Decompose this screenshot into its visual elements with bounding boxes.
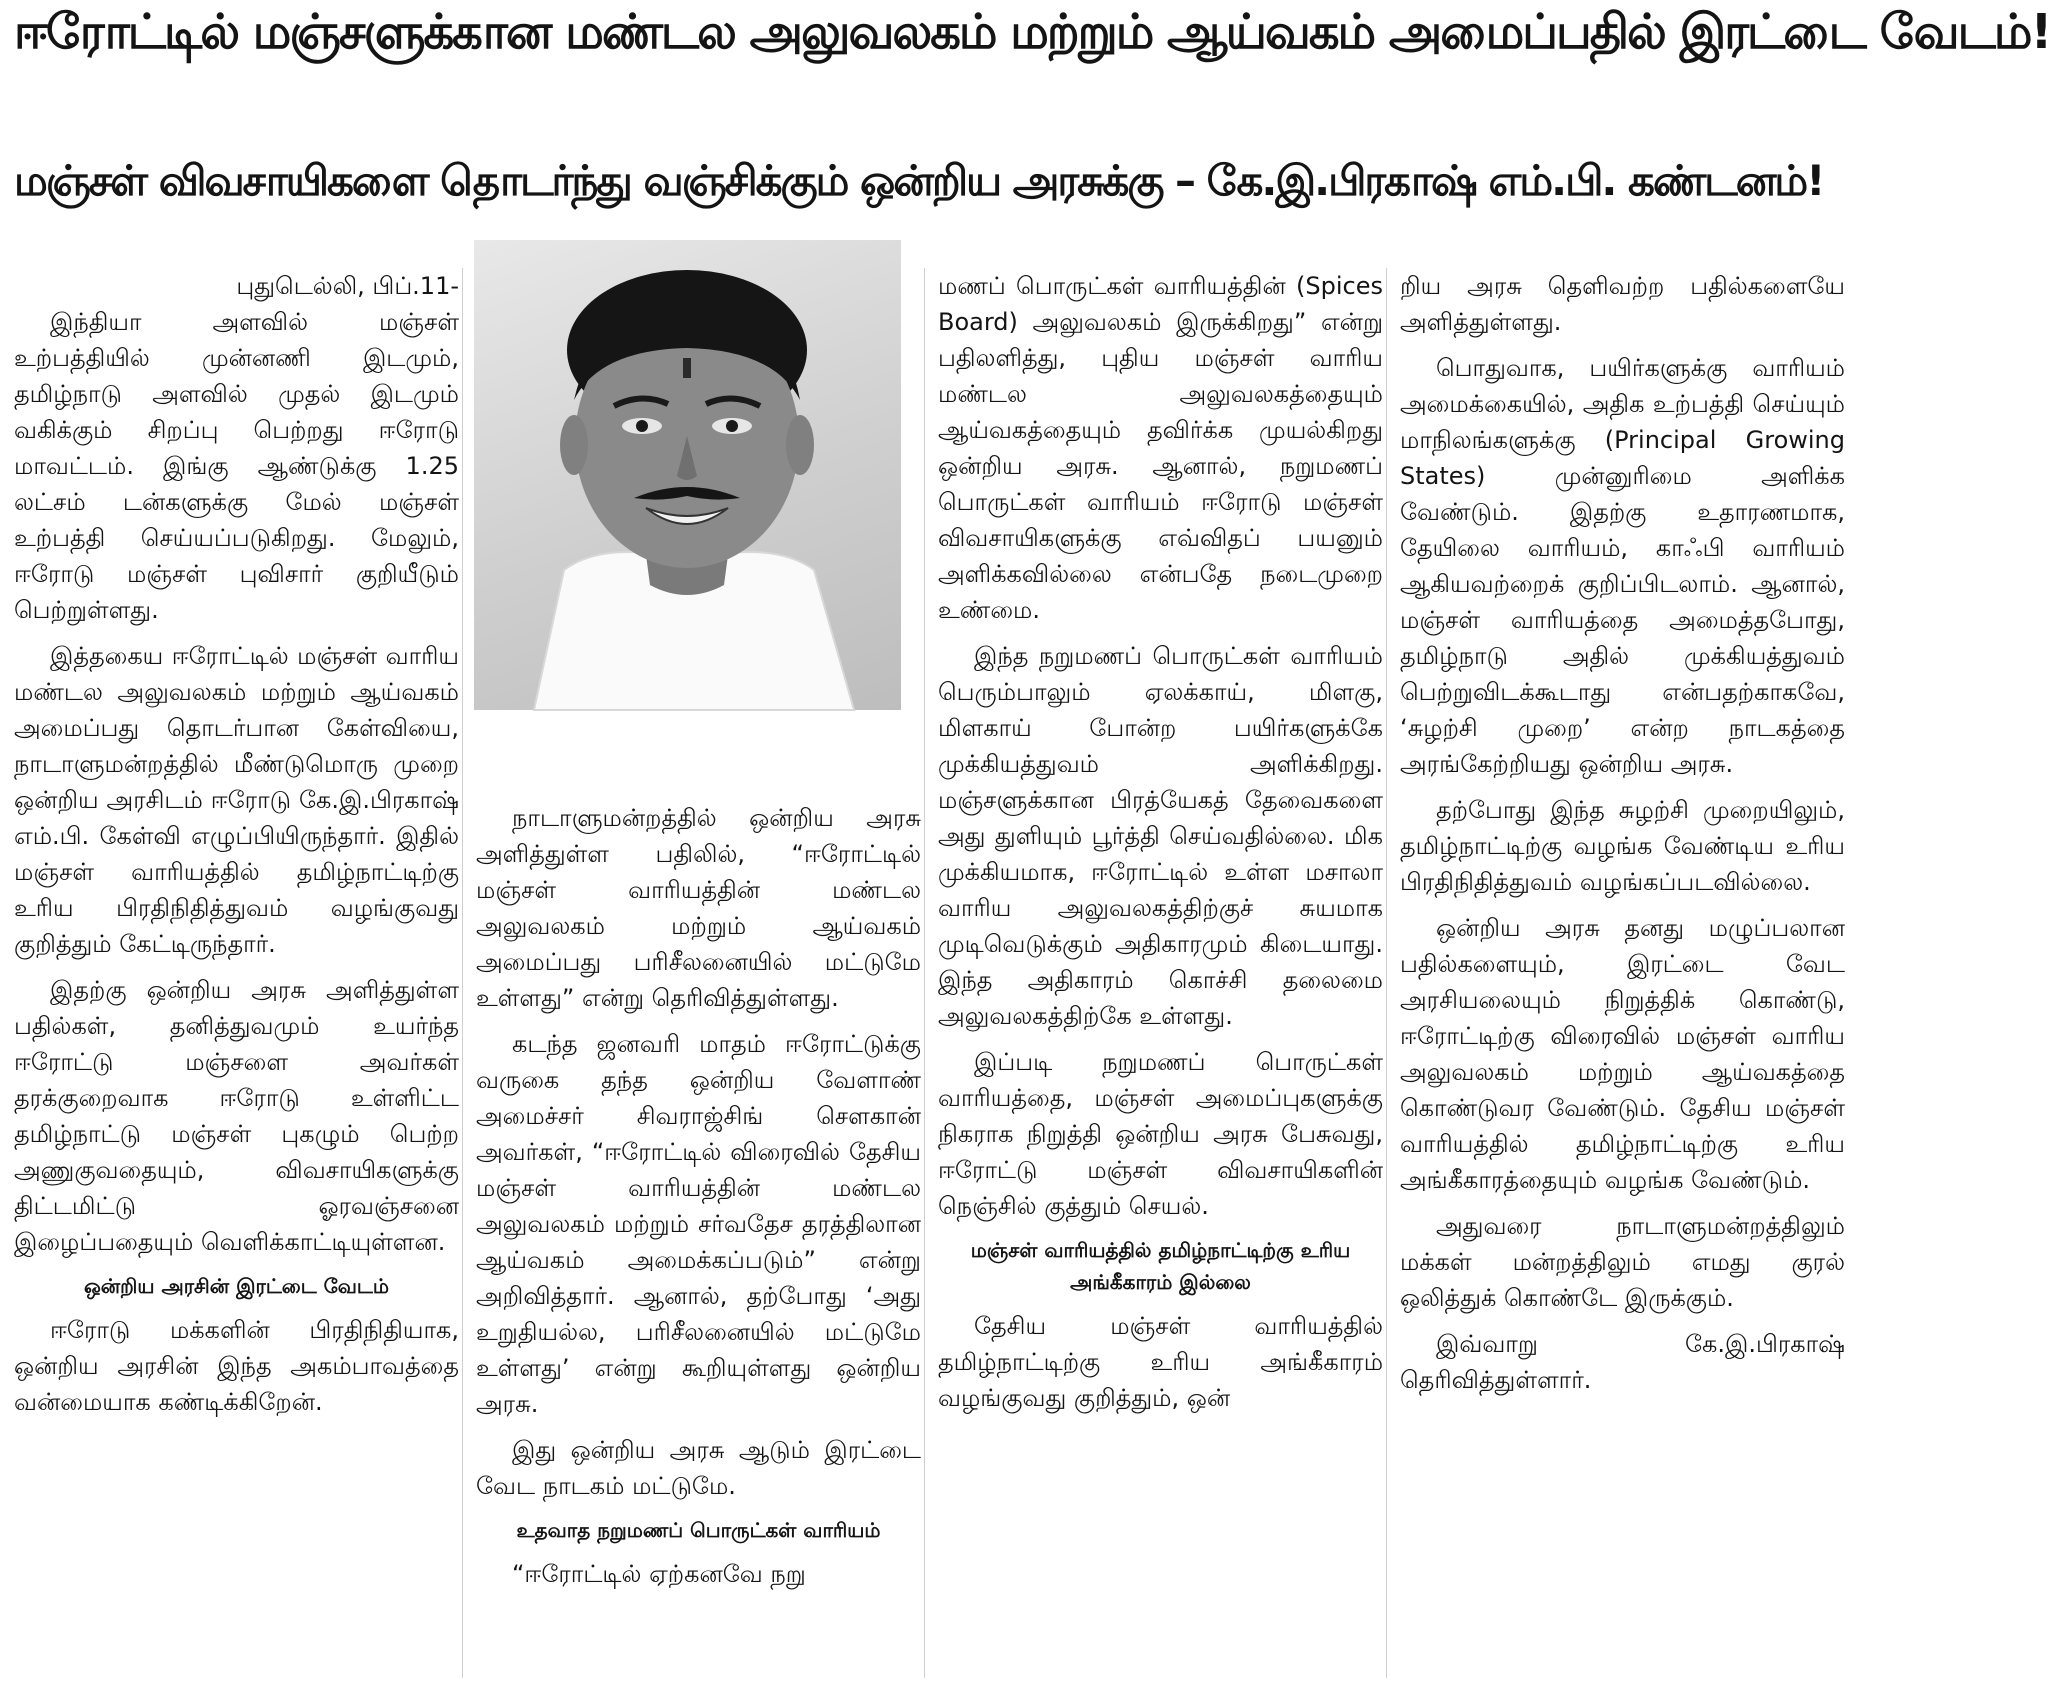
headline: ஈரோட்டில் மஞ்சளுக்கான மண்டல அலுவலகம் மற்றும் ஆய்வகம் அமைப்பதில் இரட்டை வேடம்!	[14, 4, 2050, 60]
article-paragraph: இந்தியா அளவில் மஞ்சள் உற்பத்தியில் முன்னணி இடமும், தமிழ்நாடு அளவில் முதல் இடமும் வகிக்கும் சிறப்பு பெற்றது ஈரோடு மாவட்டம். இங்கு ஆண்டுக்கு 1.25 லட்சம் டன்களுக்கு மேல் மஞ்சள் உற்பத்தி செய்யப்படுகிறது. மேலும், ஈரோடு மஞ்சள் புவிசார் குறியீடும் பெற்றுள்ளது.	[14, 308, 459, 624]
section-subtitle: உதவாத நறுமணப் பொருட்கள் வாரியம்	[516, 1518, 881, 1542]
article-paragraph: இந்த நறுமணப் பொருட்கள் வாரியம் பெரும்பாலும் ஏலக்காய், மிளகு, மிளகாய் போன்ற பயிர்களுக்கே முக்கியத்துவம் அளிக்கிறது. மஞ்சளுக்கான பிரத்யேகத் தேவைகளை அது துளியும் பூர்த்தி செய்வதில்லை. மிக முக்கியமாக, ஈரோட்டில் உள்ள மசாலா வாரிய அலுவலகத்திற்குச் சுயமாக முடிவெடுக்கும் அதிகாரமும் கிடையாது. இந்த அதிகாரம் கொச்சி தலைமை அலுவலகத்திற்கே உள்ளது.	[938, 642, 1383, 1030]
dateline: புதுடெல்லி, பிப்.11-	[236, 272, 459, 300]
column-divider	[462, 268, 463, 1678]
article-paragraph: ஒன்றிய அரசு தனது மழுப்பலான பதில்களையும், இரட்டை வேட அரசியலையும் நிறுத்திக் கொண்டு, ஈரோட்டிற்கு விரைவில் மஞ்சள் வாரிய அலுவலகம் மற்றும் ஆய்வகத்தை கொண்டுவர வேண்டும். தேசிய மஞ்சள் வாரியத்தில் தமிழ்நாட்டிற்கு உரிய அங்கீகாரத்தையும் வழங்க வேண்டும்.	[1400, 914, 1845, 1194]
article-paragraph: தற்போது இந்த சுழற்சி முறையிலும், தமிழ்நாட்டிற்கு வழங்க வேண்டிய உரிய பிரதிநிதித்துவம் வழங்கப்படவில்லை.	[1400, 796, 1845, 896]
article-paragraph: மணப் பொருட்கள் வாரியத்தின் (Spices Board) அலுவலகம் இருக்கிறது” என்று பதிலளித்து, புதிய மஞ்சள் வாரிய மண்டல அலுவலகத்தையும் ஆய்வகத்தையும் தவிர்க்க முயல்கிறது ஒன்றிய அரசு. ஆனால், நறுமணப் பொருட்கள் வாரியம் ஈரோடு மஞ்சள் விவசாயிகளுக்கு எவ்விதப் பயனும் அளிக்கவில்லை என்பதே நடைமுறை உண்மை.	[938, 272, 1383, 624]
section-subtitle: ஒன்றிய அரசின் இரட்டை வேடம்	[84, 1274, 389, 1298]
column-divider	[1386, 268, 1387, 1678]
section-subtitle: மஞ்சள் வாரியத்தில் தமிழ்நாட்டிற்கு உரிய அங்கீகாரம் இல்லை	[970, 1238, 1351, 1294]
article-paragraph: இது ஒன்றிய அரசு ஆடும் இரட்டை வேட நாடகம் மட்டுமே.	[476, 1436, 921, 1500]
column-3	[938, 268, 1383, 1686]
article-paragraph: றிய அரசு தெளிவற்ற பதில்களையே அளித்துள்ளது.	[1400, 272, 1845, 336]
article-paragraph: இதற்கு ஒன்றிய அரசு அளித்துள்ள பதில்கள், தனித்துவமும் உயர்ந்த ஈரோட்டு மஞ்சளை அவர்கள் தரக்குறைவாக ஈரோடு உள்ளிட்ட தமிழ்நாட்டு மஞ்சள் புகழும் பெற்ற அணுகுவதையும், விவசாயிகளுக்கு திட்டமிட்டு ஓரவஞ்சனை இழைப்பதையும் வெளிக்காட்டியுள்ளன.	[14, 976, 459, 1256]
subheadline: மஞ்சள் விவசாயிகளை தொடர்ந்து வஞ்சிக்கும் ஒன்றிய அரசுக்கு – கே.இ.பிரகாஷ் எம்.பி. கண்டனம்!	[14, 156, 1824, 205]
article-paragraph: இத்தகைய ஈரோட்டில் மஞ்சள் வாரிய மண்டல அலுவலகம் மற்றும் ஆய்வகம் அமைப்பது தொடர்பான கேள்வியை, நாடாளுமன்றத்தில் மீண்டுமொரு முறை ஒன்றிய அரசிடம் ஈரோடு கே.இ.பிரகாஷ் எம்.பி. கேள்வி எழுப்பியிருந்தார். இதில் மஞ்சள் வாரியத்தில் தமிழ்நாட்டிற்கு உரிய பிரதிநிதித்துவம் வழங்குவது குறித்தும் கேட்டிருந்தார்.	[14, 642, 459, 958]
article-paragraph: இவ்வாறு கே.இ.பிரகாஷ் தெரிவித்துள்ளார்.	[1400, 1330, 1845, 1394]
column-1	[14, 268, 459, 1686]
article-paragraph: தேசிய மஞ்சள் வாரியத்தில் தமிழ்நாட்டிற்கு உரிய அங்கீகாரம் வழங்குவது குறித்தும், ஒன்	[938, 1312, 1383, 1412]
article-paragraph: அதுவரை நாடாளுமன்றத்திலும் மக்கள் மன்றத்திலும் எமது குரல் ஒலித்துக் கொண்டே இருக்கும்.	[1400, 1212, 1845, 1312]
article-paragraph: நாடாளுமன்றத்தில் ஒன்றிய அரசு அளித்துள்ள பதிலில், “ஈரோட்டில் மஞ்சள் வாரியத்தின் மண்டல அலுவலகம் மற்றும் ஆய்வகம் அமைப்பது பரிசீலனையில் மட்டுமே உள்ளது” என்று தெரிவித்துள்ளது.	[476, 804, 921, 1012]
column-divider	[924, 268, 925, 1678]
article-paragraph: “ஈரோட்டில் ஏற்கனவே நறு	[512, 1560, 806, 1588]
portrait-icon	[474, 240, 901, 710]
article-paragraph: இப்படி நறுமணப் பொருட்கள் வாரியத்தை, மஞ்சள் அமைப்புகளுக்கு நிகராக நிறுத்தி ஒன்றிய அரசு பேசுவது, ஈரோட்டு மஞ்சள் விவசாயிகளின் நெஞ்சில் குத்தும் செயல்.	[938, 1048, 1383, 1220]
article-paragraph: கடந்த ஜனவரி மாதம் ஈரோட்டுக்கு வருகை தந்த ஒன்றிய வேளாண் அமைச்சர் சிவராஜ்சிங் சௌகான் அவர்கள், “ஈரோட்டில் விரைவில் தேசிய மஞ்சள் வாரியத்தின் மண்டல அலுவலகம் மற்றும் சர்வதேச தரத்திலான ஆய்வகம் அமைக்கப்படும்” என்று அறிவித்தார். ஆனால், தற்போது ‘அது உறுதியல்ல, பரிசீலனையில் மட்டுமே உள்ளது’ என்று கூறியுள்ளது ஒன்றிய அரசு.	[476, 1030, 921, 1418]
column-2	[476, 800, 921, 1686]
article-paragraph: ஈரோடு மக்களின் பிரதிநிதியாக, ஒன்றிய அரசின் இந்த அகம்பாவத்தை வன்மையாக கண்டிக்கிறேன்.	[14, 1316, 459, 1416]
article-paragraph: பொதுவாக, பயிர்களுக்கு வாரியம் அமைக்கையில், அதிக உற்பத்தி செய்யும் மாநிலங்களுக்கு (Principal Growing States) முன்னுரிமை அளிக்க வேண்டும். இதற்கு உதாரணமாக, தேயிலை வாரியம், காஃபி வாரியம் ஆகியவற்றைக் குறிப்பிடலாம். ஆனால், மஞ்சள் வாரியத்தை அமைத்தபோது, தமிழ்நாடு அதில் முக்கியத்துவம் பெற்றுவிடக்கூடாது என்பதற்காகவே, ‘சுழற்சி முறை’ என்ற நாடகத்தை அரங்கேற்றியது ஒன்றிய அரசு.	[1400, 354, 1845, 778]
portrait-photo	[474, 240, 901, 710]
column-4	[1400, 268, 1845, 1686]
